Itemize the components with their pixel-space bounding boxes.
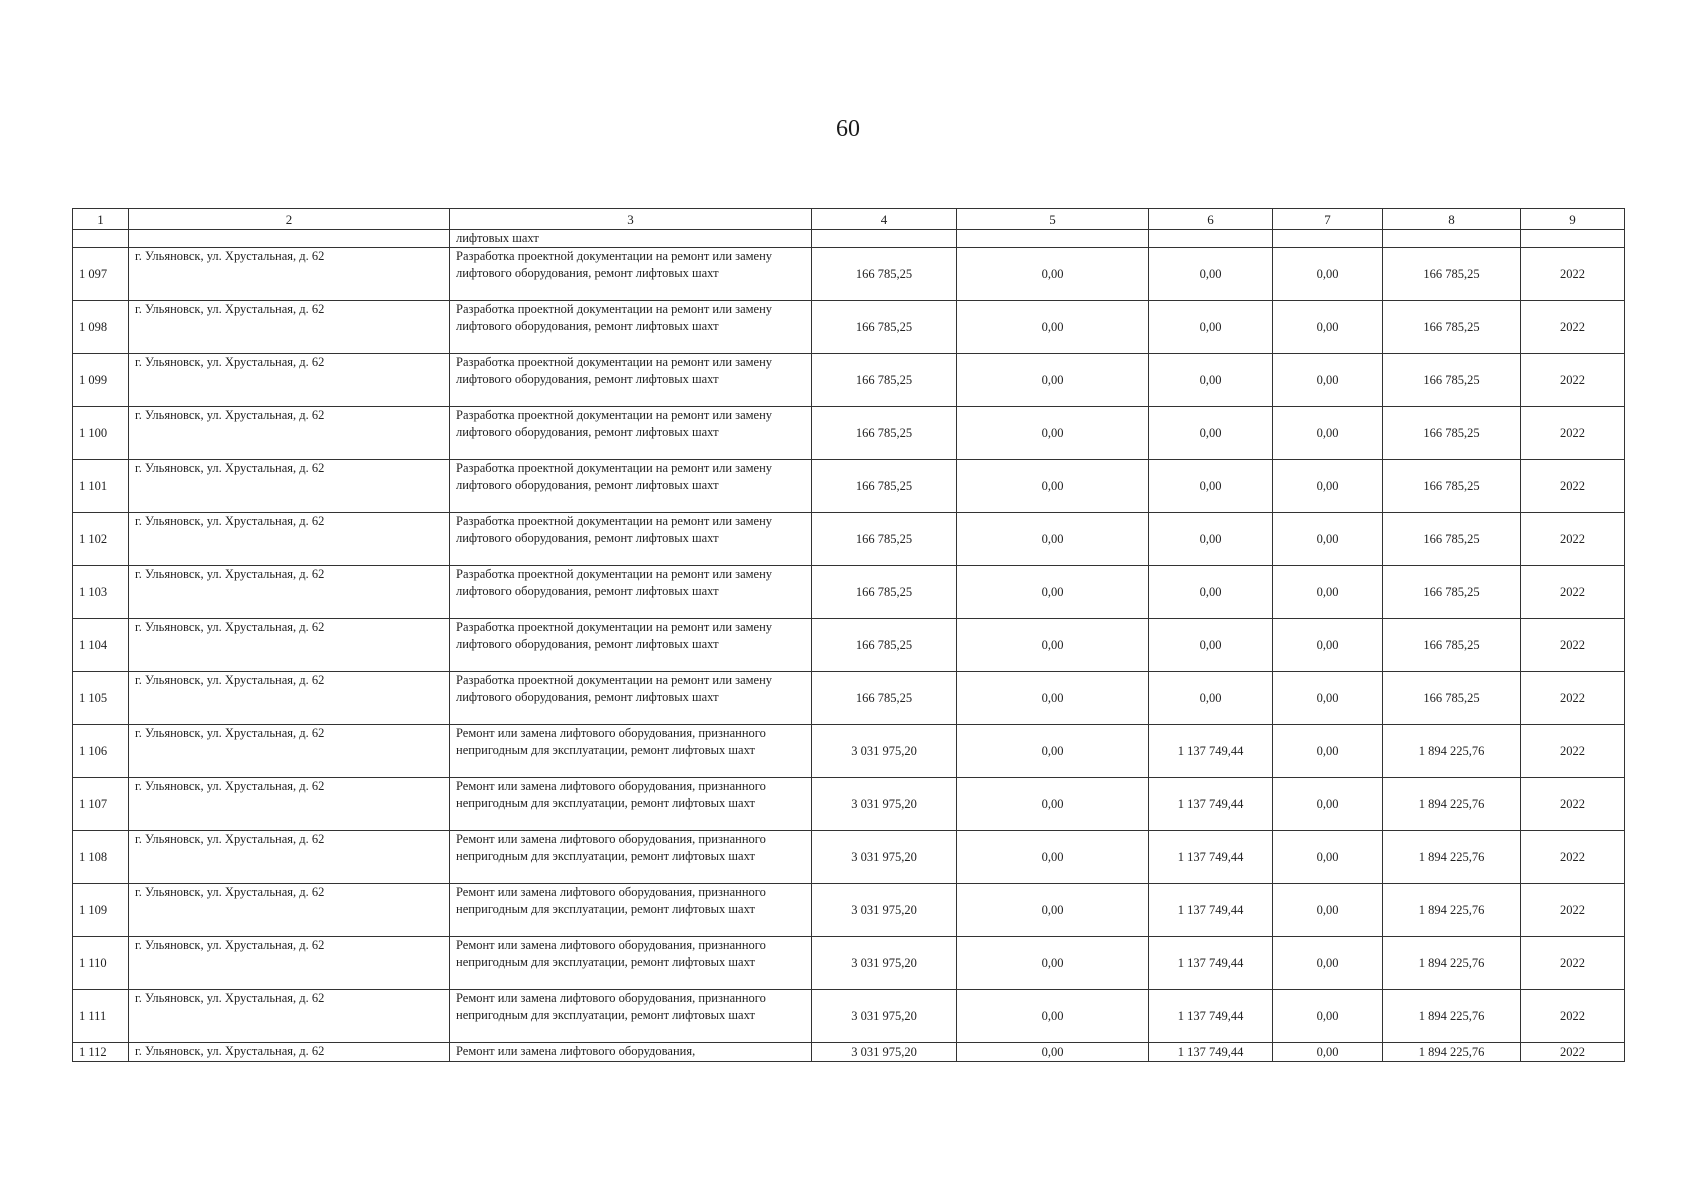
year-cell: 2022 [1521,1043,1625,1062]
row-number: 1 110 [73,937,129,990]
table-row [73,778,1625,831]
column-5-cell: 0,00 [957,619,1149,672]
year-cell: 2022 [1521,778,1625,831]
work-type-cell: Ремонт или замена лифтового оборудования, признанного непригодным для эксплуатации, ремонт лифтовых шахт [450,937,812,990]
address-cell: г. Ульяновск, ул. Хрустальная, д. 62 [129,354,450,407]
address-cell: г. Ульяновск, ул. Хрустальная, д. 62 [129,937,450,990]
work-type-cell: Ремонт или замена лифтового оборудования, [450,1043,812,1062]
row-number: 1 104 [73,619,129,672]
row-number: 1 100 [73,407,129,460]
row-number: 1 109 [73,884,129,937]
column-8-cell: 166 785,25 [1383,513,1521,566]
work-type-cell: Разработка проектной документации на ремонт или замену лифтового оборудования, ремонт лифтовых шахт [450,566,812,619]
year-cell: 2022 [1521,619,1625,672]
total-cost-cell: 166 785,25 [812,566,957,619]
row-number: 1 111 [73,990,129,1043]
year-cell: 2022 [1521,354,1625,407]
column-5-cell: 0,00 [957,831,1149,884]
column-6-cell: 0,00 [1149,354,1273,407]
column-8-cell: 166 785,25 [1383,354,1521,407]
column-6-cell: 0,00 [1149,513,1273,566]
work-type-cell: Разработка проектной документации на ремонт или замену лифтового оборудования, ремонт лифтовых шахт [450,301,812,354]
work-type-cell: Разработка проектной документации на ремонт или замену лифтового оборудования, ремонт лифтовых шахт [450,407,812,460]
continuation-text: лифтовых шахт [450,230,812,248]
page-number: 60 [836,116,860,142]
column-header: 8 [1383,209,1521,230]
address-cell: г. Ульяновск, ул. Хрустальная, д. 62 [129,407,450,460]
column-8-cell: 166 785,25 [1383,619,1521,672]
year-cell: 2022 [1521,566,1625,619]
column-7-cell: 0,00 [1273,460,1383,513]
column-6-cell: 0,00 [1149,301,1273,354]
address-cell: г. Ульяновск, ул. Хрустальная, д. 62 [129,884,450,937]
column-5-cell: 0,00 [957,725,1149,778]
row-number: 1 106 [73,725,129,778]
address-cell: г. Ульяновск, ул. Хрустальная, д. 62 [129,990,450,1043]
continuation-row [73,230,1625,248]
table-row [73,460,1625,513]
column-6-cell: 1 137 749,44 [1149,725,1273,778]
column-5-cell: 0,00 [957,778,1149,831]
address-cell: г. Ульяновск, ул. Хрустальная, д. 62 [129,778,450,831]
row-number: 1 107 [73,778,129,831]
year-cell: 2022 [1521,301,1625,354]
row-number: 1 099 [73,354,129,407]
row-number: 1 098 [73,301,129,354]
work-type-cell: Разработка проектной документации на ремонт или замену лифтового оборудования, ремонт лифтовых шахт [450,354,812,407]
column-5-cell: 0,00 [957,301,1149,354]
row-number: 1 108 [73,831,129,884]
work-type-cell: Ремонт или замена лифтового оборудования, признанного непригодным для эксплуатации, ремонт лифтовых шахт [450,884,812,937]
year-cell: 2022 [1521,460,1625,513]
column-6-cell: 0,00 [1149,460,1273,513]
column-6-cell: 1 137 749,44 [1149,937,1273,990]
row-number: 1 105 [73,672,129,725]
total-cost-cell: 166 785,25 [812,619,957,672]
column-5-cell: 0,00 [957,672,1149,725]
table-row [73,248,1625,301]
column-7-cell: 0,00 [1273,725,1383,778]
column-7-cell: 0,00 [1273,248,1383,301]
address-cell: г. Ульяновск, ул. Хрустальная, д. 62 [129,725,450,778]
total-cost-cell: 166 785,25 [812,672,957,725]
row-number: 1 101 [73,460,129,513]
column-header: 1 [73,209,129,230]
work-type-cell: Ремонт или замена лифтового оборудования, признанного непригодным для эксплуатации, ремонт лифтовых шахт [450,831,812,884]
column-8-cell: 166 785,25 [1383,248,1521,301]
column-5-cell: 0,00 [957,1043,1149,1062]
work-type-cell: Разработка проектной документации на ремонт или замену лифтового оборудования, ремонт лифтовых шахт [450,672,812,725]
work-type-cell: Разработка проектной документации на ремонт или замену лифтового оборудования, ремонт лифтовых шахт [450,513,812,566]
total-cost-cell: 166 785,25 [812,354,957,407]
column-number-row [73,209,1625,230]
column-8-cell: 1 894 225,76 [1383,725,1521,778]
table-row [73,884,1625,937]
column-6-cell: 1 137 749,44 [1149,831,1273,884]
column-5-cell: 0,00 [957,566,1149,619]
table-row [73,354,1625,407]
column-5-cell: 0,00 [957,460,1149,513]
work-type-cell: Разработка проектной документации на ремонт или замену лифтового оборудования, ремонт лифтовых шахт [450,619,812,672]
column-6-cell: 0,00 [1149,619,1273,672]
column-8-cell: 166 785,25 [1383,301,1521,354]
year-cell: 2022 [1521,831,1625,884]
column-6-cell: 1 137 749,44 [1149,778,1273,831]
work-type-cell: Ремонт или замена лифтового оборудования, признанного непригодным для эксплуатации, ремонт лифтовых шахт [450,725,812,778]
capital-repair-table [72,208,1625,1062]
column-5-cell: 0,00 [957,354,1149,407]
year-cell: 2022 [1521,248,1625,301]
address-cell: г. Ульяновск, ул. Хрустальная, д. 62 [129,566,450,619]
column-5-cell: 0,00 [957,248,1149,301]
total-cost-cell: 3 031 975,20 [812,884,957,937]
address-cell: г. Ульяновск, ул. Хрустальная, д. 62 [129,672,450,725]
column-8-cell: 1 894 225,76 [1383,831,1521,884]
column-7-cell: 0,00 [1273,831,1383,884]
column-6-cell: 0,00 [1149,248,1273,301]
year-cell: 2022 [1521,990,1625,1043]
year-cell: 2022 [1521,937,1625,990]
column-5-cell: 0,00 [957,513,1149,566]
column-header: 7 [1273,209,1383,230]
work-type-cell: Ремонт или замена лифтового оборудования, признанного непригодным для эксплуатации, ремонт лифтовых шахт [450,778,812,831]
column-7-cell: 0,00 [1273,778,1383,831]
address-cell: г. Ульяновск, ул. Хрустальная, д. 62 [129,248,450,301]
year-cell: 2022 [1521,884,1625,937]
table-row [73,937,1625,990]
column-8-cell: 1 894 225,76 [1383,1043,1521,1062]
column-7-cell: 0,00 [1273,937,1383,990]
column-7-cell: 0,00 [1273,1043,1383,1062]
address-cell: г. Ульяновск, ул. Хрустальная, д. 62 [129,1043,450,1062]
address-cell: г. Ульяновск, ул. Хрустальная, д. 62 [129,460,450,513]
address-cell: г. Ульяновск, ул. Хрустальная, д. 62 [129,619,450,672]
work-type-cell: Ремонт или замена лифтового оборудования, признанного непригодным для эксплуатации, ремонт лифтовых шахт [450,990,812,1043]
column-header: 4 [812,209,957,230]
column-8-cell: 166 785,25 [1383,407,1521,460]
column-8-cell: 1 894 225,76 [1383,990,1521,1043]
address-cell: г. Ульяновск, ул. Хрустальная, д. 62 [129,831,450,884]
column-7-cell: 0,00 [1273,990,1383,1043]
column-6-cell: 1 137 749,44 [1149,884,1273,937]
total-cost-cell: 3 031 975,20 [812,778,957,831]
column-5-cell: 0,00 [957,990,1149,1043]
column-header: 6 [1149,209,1273,230]
address-cell: г. Ульяновск, ул. Хрустальная, д. 62 [129,513,450,566]
total-cost-cell: 3 031 975,20 [812,990,957,1043]
column-header: 9 [1521,209,1625,230]
table-row [73,407,1625,460]
total-cost-cell: 166 785,25 [812,460,957,513]
work-type-cell: Разработка проектной документации на ремонт или замену лифтового оборудования, ремонт лифтовых шахт [450,248,812,301]
column-7-cell: 0,00 [1273,301,1383,354]
table-row [73,990,1625,1043]
total-cost-cell: 3 031 975,20 [812,831,957,884]
total-cost-cell: 3 031 975,20 [812,937,957,990]
column-6-cell: 1 137 749,44 [1149,1043,1273,1062]
column-6-cell: 0,00 [1149,672,1273,725]
column-header: 2 [129,209,450,230]
column-7-cell: 0,00 [1273,407,1383,460]
column-header: 5 [957,209,1149,230]
table-row [73,725,1625,778]
column-7-cell: 0,00 [1273,672,1383,725]
column-8-cell: 1 894 225,76 [1383,937,1521,990]
total-cost-cell: 166 785,25 [812,301,957,354]
row-number: 1 097 [73,248,129,301]
column-8-cell: 166 785,25 [1383,672,1521,725]
column-5-cell: 0,00 [957,937,1149,990]
year-cell: 2022 [1521,513,1625,566]
table-row [73,831,1625,884]
year-cell: 2022 [1521,672,1625,725]
row-number: 1 112 [73,1043,129,1062]
column-6-cell: 0,00 [1149,407,1273,460]
column-6-cell: 0,00 [1149,566,1273,619]
work-type-cell: Разработка проектной документации на ремонт или замену лифтового оборудования, ремонт лифтовых шахт [450,460,812,513]
column-8-cell: 166 785,25 [1383,460,1521,513]
table-row [73,619,1625,672]
column-7-cell: 0,00 [1273,884,1383,937]
table-row [73,301,1625,354]
column-8-cell: 166 785,25 [1383,566,1521,619]
total-cost-cell: 3 031 975,20 [812,725,957,778]
column-5-cell: 0,00 [957,407,1149,460]
column-7-cell: 0,00 [1273,354,1383,407]
column-7-cell: 0,00 [1273,566,1383,619]
column-6-cell: 1 137 749,44 [1149,990,1273,1043]
total-cost-cell: 166 785,25 [812,513,957,566]
column-header: 3 [450,209,812,230]
column-5-cell: 0,00 [957,884,1149,937]
table-row [73,672,1625,725]
row-number: 1 102 [73,513,129,566]
total-cost-cell: 3 031 975,20 [812,1043,957,1062]
year-cell: 2022 [1521,725,1625,778]
row-number: 1 103 [73,566,129,619]
table-row [73,1043,1625,1062]
total-cost-cell: 166 785,25 [812,407,957,460]
total-cost-cell: 166 785,25 [812,248,957,301]
column-8-cell: 1 894 225,76 [1383,778,1521,831]
year-cell: 2022 [1521,407,1625,460]
column-7-cell: 0,00 [1273,619,1383,672]
column-8-cell: 1 894 225,76 [1383,884,1521,937]
column-7-cell: 0,00 [1273,513,1383,566]
address-cell: г. Ульяновск, ул. Хрустальная, д. 62 [129,301,450,354]
table-row [73,566,1625,619]
table-row [73,513,1625,566]
